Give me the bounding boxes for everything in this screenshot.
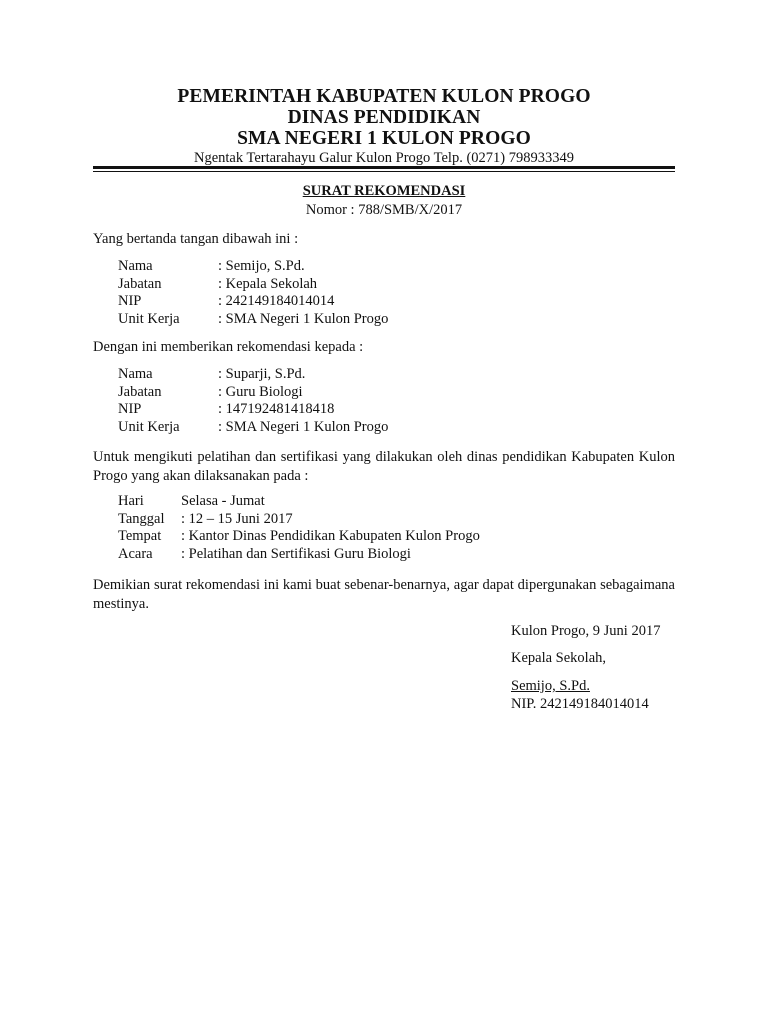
letterhead-address: Ngentak Tertarahayu Galur Kulon Progo Telp. (0271) 798933349 [194, 150, 574, 166]
event-value: : 12 – 15 Juni 2017 [181, 510, 293, 527]
detail-label: NIP [118, 401, 142, 417]
event-row [118, 546, 480, 564]
detail-label: Unit Kerja [118, 310, 180, 327]
detail-label: Jabatan [118, 275, 162, 292]
detail-label: Jabatan [118, 383, 162, 400]
recommend-intro-text: Dengan ini memberikan rekomendasi kepada : [93, 339, 364, 355]
detail-value: : Suparji, S.Pd. [218, 366, 306, 382]
letterhead-government: PEMERINTAH KABUPATEN KULON PROGO [177, 86, 591, 107]
event-label: Acara [118, 545, 153, 562]
detail-row [118, 311, 388, 329]
event-value: Selasa - Jumat [181, 493, 265, 509]
recipient-details [118, 366, 388, 436]
detail-row [118, 293, 388, 311]
event-label: Tanggal [118, 510, 165, 527]
detail-row [118, 401, 388, 419]
event-value: : Kantor Dinas Pendidikan Kabupaten Kulon Progo [181, 528, 480, 544]
detail-value: : Semijo, S.Pd. [218, 258, 305, 274]
signer-role: Kepala Sekolah, [511, 650, 607, 666]
detail-row [118, 276, 388, 294]
letterhead-school: SMA NEGERI 1 KULON PROGO [237, 128, 531, 149]
detail-value: : SMA Negeri 1 Kulon Progo [218, 310, 389, 327]
letterhead-rule-thin [93, 171, 675, 172]
detail-label: Nama [118, 366, 153, 382]
detail-label: Unit Kerja [118, 418, 180, 435]
event-details [118, 493, 480, 563]
event-row [118, 511, 480, 529]
event-label: Tempat [118, 528, 162, 544]
letterhead [93, 86, 675, 167]
detail-label: NIP [118, 293, 142, 309]
letter-title-block [93, 182, 675, 220]
letter-number: Nomor : 788/SMB/X/2017 [305, 202, 463, 218]
detail-value: : 242149184014014 [218, 293, 335, 309]
closing-paragraph: Demikian surat rekomendasi ini kami buat sebenar-benarnya, agar dapat dipergunakan sebagaimana mestinya. [93, 577, 675, 612]
purpose-paragraph: Untuk mengikuti pelatihan dan sertifikasi yang dilakukan oleh dinas pendidikan Kabupaten Kulon Progo yang akan dilaksanakan pada : [93, 449, 675, 484]
signer-nip: NIP. 242149184014014 [511, 696, 649, 712]
detail-value: : SMA Negeri 1 Kulon Progo [218, 418, 389, 435]
intro-text: Yang bertanda tangan dibawah ini : [93, 231, 299, 247]
event-value: : Pelatihan dan Sertifikasi Guru Biologi [181, 545, 411, 562]
letterhead-department: DINAS PENDIDIKAN [287, 107, 481, 128]
letter-title: SURAT REKOMENDASI [302, 183, 466, 199]
detail-row [118, 258, 388, 276]
detail-row [118, 366, 388, 384]
letterhead-rule-thick [93, 166, 675, 169]
signer-details [118, 258, 388, 328]
detail-value: : Guru Biologi [218, 383, 303, 400]
detail-row [118, 384, 388, 402]
detail-value: : Kepala Sekolah [218, 275, 318, 292]
detail-row [118, 419, 388, 437]
detail-value: : 147192481418418 [218, 401, 335, 417]
event-label: Hari [118, 493, 144, 509]
place-date: Kulon Progo, 9 Juni 2017 [511, 623, 661, 639]
detail-label: Nama [118, 258, 153, 274]
signer-name: Semijo, S.Pd. [511, 678, 590, 694]
event-row [118, 493, 480, 511]
event-row [118, 528, 480, 546]
